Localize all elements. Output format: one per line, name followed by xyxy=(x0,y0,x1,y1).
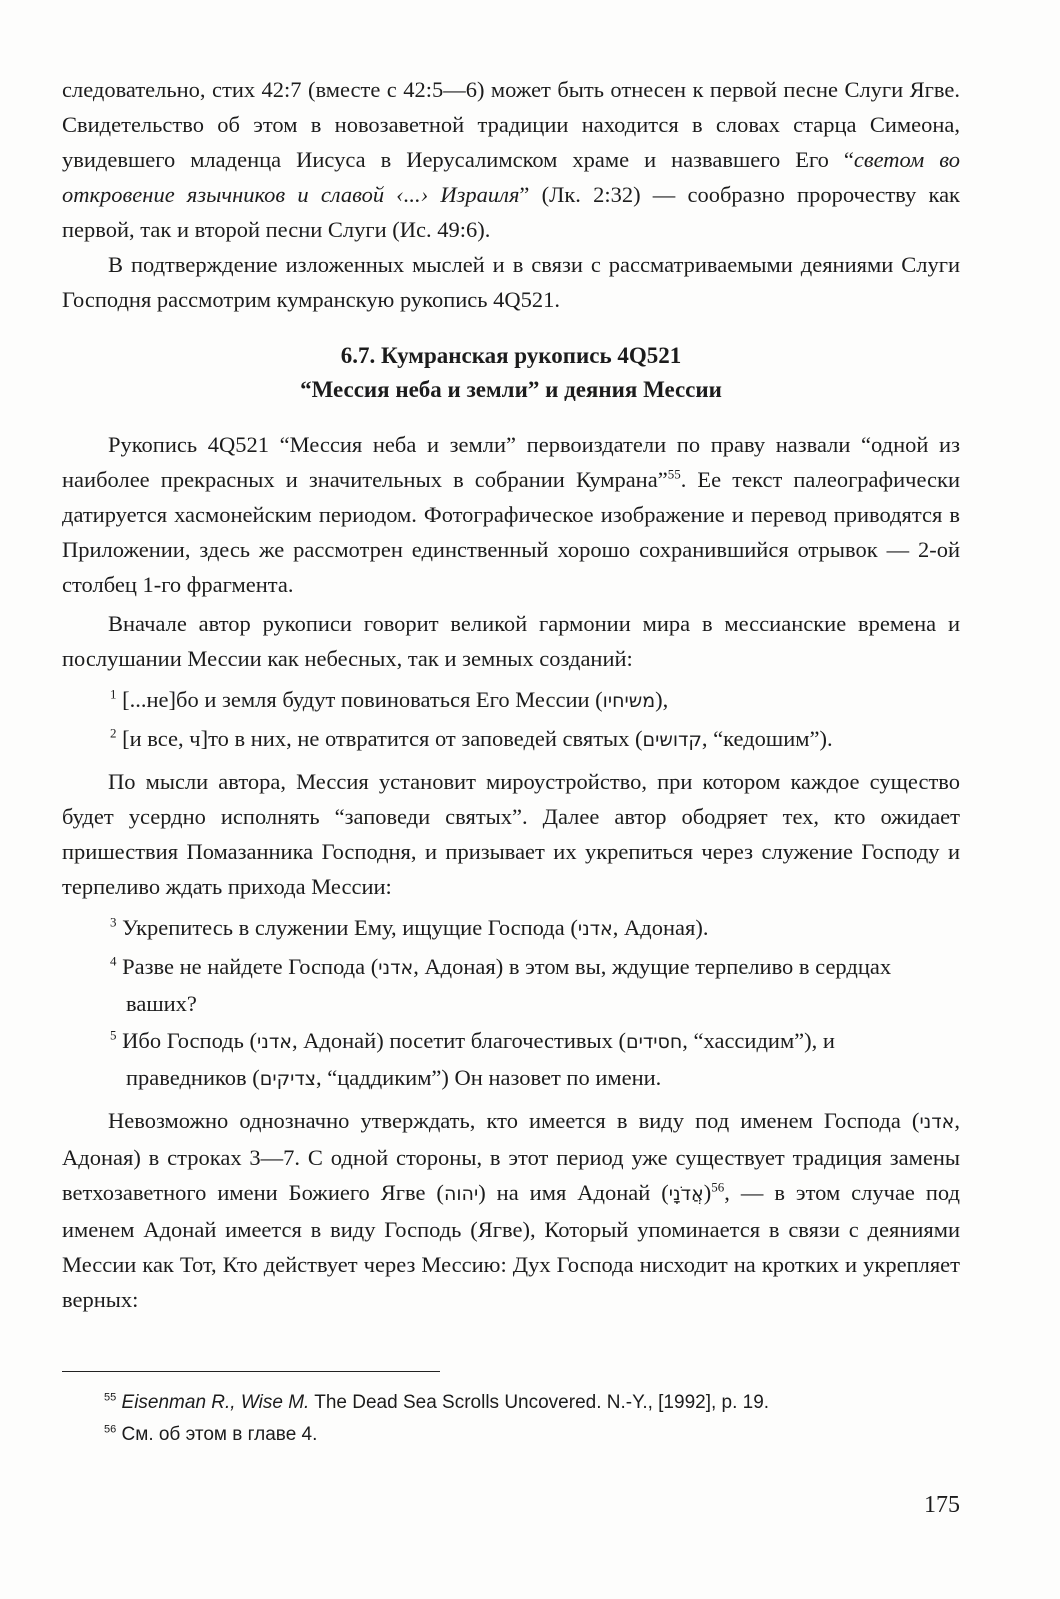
quote-line-2: $^2$ [и все, ч]то в них, не отвратится от заповедей святых (קדושים, “кедошим”). xyxy=(110,725,833,751)
luke-quote: светом во откровение язычников и славой ‹...› Израиля xyxy=(62,147,960,207)
footnote-56: $^{56}$ См. об этом в главе 4. xyxy=(104,1423,318,1445)
quote-line-3: $^3$ Укрепитесь в служении Ему, ищущие Господа (אדני, Адоная). xyxy=(110,914,709,940)
heading-line-2: “Мессия неба и земли” и деяния Мессии xyxy=(300,377,722,402)
hebrew-word: אדני xyxy=(378,957,414,979)
footnote-55: $^{55}$ Eisenman R., Wise M. The Dead Sea Scrolls Uncovered. N.-Y., [1992], p. 19. xyxy=(104,1391,770,1413)
paragraph-1: следовательно, стих 42:7 (вместе с 42:5—6) может быть отнесен к первой песне Слуги Ягве. Свидетельство об этом в новозаветной традиции находится в словах старца Симеона, увидевшего младенца Иисуса в Иерусалимском храме и назвавшего Его “светом во откровение язычников и славой ‹...› Израиля” (Лк. 2:32) — сообразно пророчеству как первой, так и второй песни Слуги (Ис. 49:6). xyxy=(62,77,960,242)
paragraph-4: Вначале автор рукописи говорит великой гармонии мира в мессианские времена и послушании Мессии как небесных, так и земных созданий: xyxy=(62,611,960,671)
hebrew-word: צדיקים xyxy=(259,1068,317,1090)
hebrew-word: אדני xyxy=(257,1031,292,1053)
hebrew-word: יהוה xyxy=(443,1183,479,1205)
quote-line-4: $^4$ Разве не найдете Господа (אדני, Адоная) в этом вы, ждущие терпеливо в сердцах ваших? xyxy=(110,953,892,1016)
footnote-divider xyxy=(62,1371,440,1372)
quote-line-1: $^1$ [...не]бо и земля будут повиноваться Его Мессии (משיחיו), xyxy=(110,686,669,712)
hebrew-word: משיחיו xyxy=(602,690,656,712)
hebrew-word: אדני xyxy=(919,1111,955,1133)
footnote-ref-56: 56 xyxy=(711,1179,725,1195)
paragraph-3: Рукопись 4Q521 “Мессия неба и земли” первоиздатели по праву назвали “одной из наиболее прекрасных и значительных в собрании Кумрана”$^{55}$. Ее текст палеографически датируется хасмонейским периодом. Фотографическое изображение и перевод приводятся в Приложении, здесь же рассмотрен единственный хорошо сохранившийся отрывок — 2-ой столбец 1-го фрагмента. xyxy=(62,432,960,597)
hebrew-word: אדני xyxy=(577,918,613,940)
heading-line-1: 6.7. Кумранская рукопись 4Q521 xyxy=(340,343,682,368)
quote-line-5: $^5$ Ибо Господь (אדני, Адонай) посетит благочестивых (חסידים, “хассидим”), и праведников (צדיקים, “цаддиким”) Он назовет по имени. xyxy=(110,1027,835,1090)
paragraph-6: Невозможно однозначно утверждать, кто имеется в виду под именем Господа (אדני, Адоная) в строках 3—7. С одной стороны, в этот период уже существует традиция замены ветхозаветного имени Божиего Ягве (יהוה) на имя Адонай (אֲדֹנָי)$^{56}$, — в этом случае под именем Адонай имеется в виду Господь (Ягве), Который упоминается в связи с деяниями Мессии как Тот, Кто действует через Мессию: Дух Господа нисходит на кротких и укрепляет верных: xyxy=(62,1108,960,1312)
section-heading xyxy=(62,339,960,407)
hebrew-word: קדושים xyxy=(642,729,702,751)
hebrew-word: חסידים xyxy=(626,1031,683,1053)
hebrew-word: אֲדֹנָי xyxy=(668,1183,704,1205)
paragraph-5: По мысли автора, Мессия установит мироустройство, при котором каждое существо будет усердно исполнять “заповеди святых”. Далее автор ободряет тех, кто ожидает пришествия Помазанника Господня, и призывает их укрепиться через служение Господу и терпеливо ждать прихода Мессии: xyxy=(62,769,960,899)
paragraph-2: В подтверждение изложенных мыслей и в связи с рассматриваемыми деяниями Слуги Господня рассмотрим кумранскую рукопись 4Q521. xyxy=(62,252,960,312)
page-body xyxy=(62,72,960,1317)
footnote-authors: Eisenman R., Wise M. xyxy=(121,1392,310,1413)
footnote-ref-55: 55 xyxy=(667,466,681,482)
page-number: 175 xyxy=(924,1492,960,1518)
